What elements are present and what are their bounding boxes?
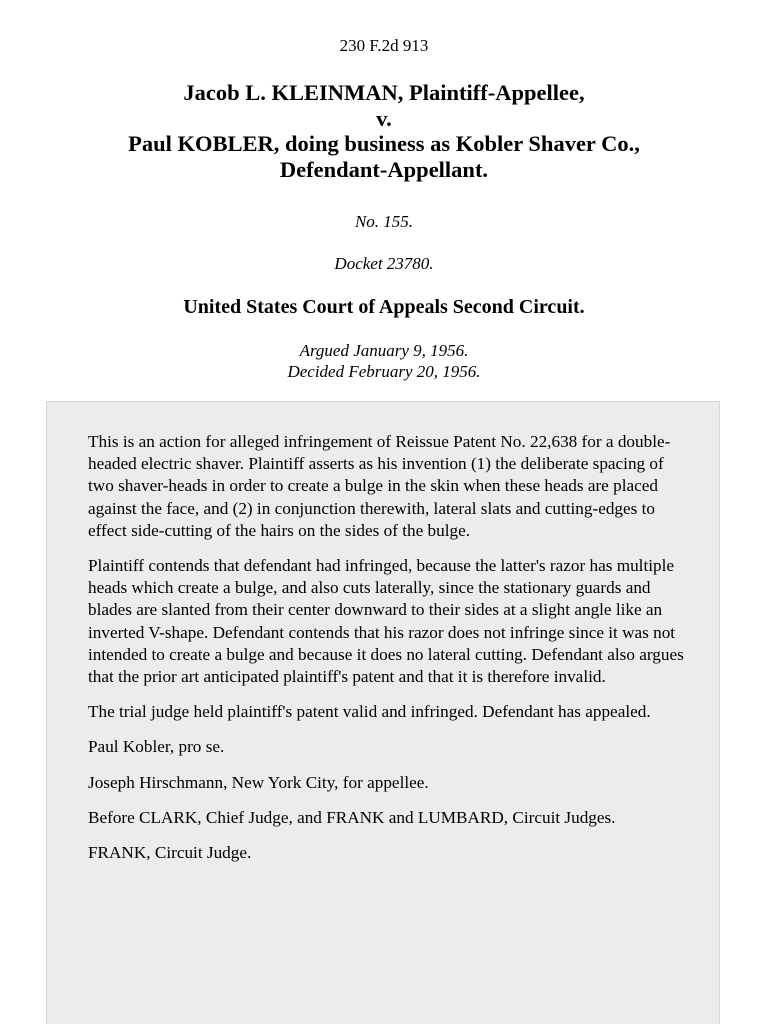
case-title-versus: v. <box>376 105 392 131</box>
court-name: United States Court of Appeals Second Circuit. <box>183 296 585 318</box>
panel-judges-line: Before CLARK, Chief Judge, and FRANK and LUMBARD, Circuit Judges. <box>88 807 616 827</box>
case-title-defendant-role: Defendant-Appellant. <box>279 156 489 182</box>
docket-number: Docket 23780. <box>334 254 434 273</box>
summary-paragraph: This is an action for alleged infringement of Reissue Patent No. 22,638 for a double-headed electric shaver. Plaintiff asserts as his invention (1) the deliberate spacing of two shaver-heads in order to create a bulge in the skin when these heads are placed against the face, and (2) in conjunction therewith, lateral slats and cutting-edges to effect side-cutting of the hairs on the sides of the bulge. <box>88 432 671 540</box>
authoring-judge-line: FRANK, Circuit Judge. <box>88 843 252 863</box>
case-title-plaintiff: Jacob L. KLEINMAN, Plaintiff-Appellee, <box>183 80 585 105</box>
opinion-summary-text <box>88 431 688 877</box>
summary-paragraph: Plaintiff contends that defendant had infringed, because the latter's razor has multiple heads which create a bulge, and also cuts laterally, since the stationary guards and blades are slanted from their center downward to their sides at a slight angle like an inverted V-shape. Defendant contends that his razor does not infringe since it was not intended to create a bulge and because it does no lateral cutting. Defendant also argues that the prior art anticipated plaintiff's patent and that it is therefore invalid. <box>88 556 684 687</box>
pro-se-line: Paul Kobler, pro se. <box>88 737 225 757</box>
case-title <box>0 80 768 182</box>
citation: 230 F.2d 913 <box>339 36 429 55</box>
case-number: No. 155. <box>354 212 414 231</box>
appellee-counsel-line: Joseph Hirschmann, New York City, for appellee. <box>88 772 429 792</box>
decided-date: Decided February 20, 1956. <box>287 362 481 381</box>
case-title-defendant: Paul KOBLER, doing business as Kobler Shaver Co., <box>128 131 640 156</box>
opinion-summary-panel <box>46 401 720 1024</box>
argued-date: Argued January 9, 1956. <box>299 341 469 360</box>
summary-paragraph: The trial judge held plaintiff's patent valid and infringed. Defendant has appealed. <box>88 702 651 722</box>
